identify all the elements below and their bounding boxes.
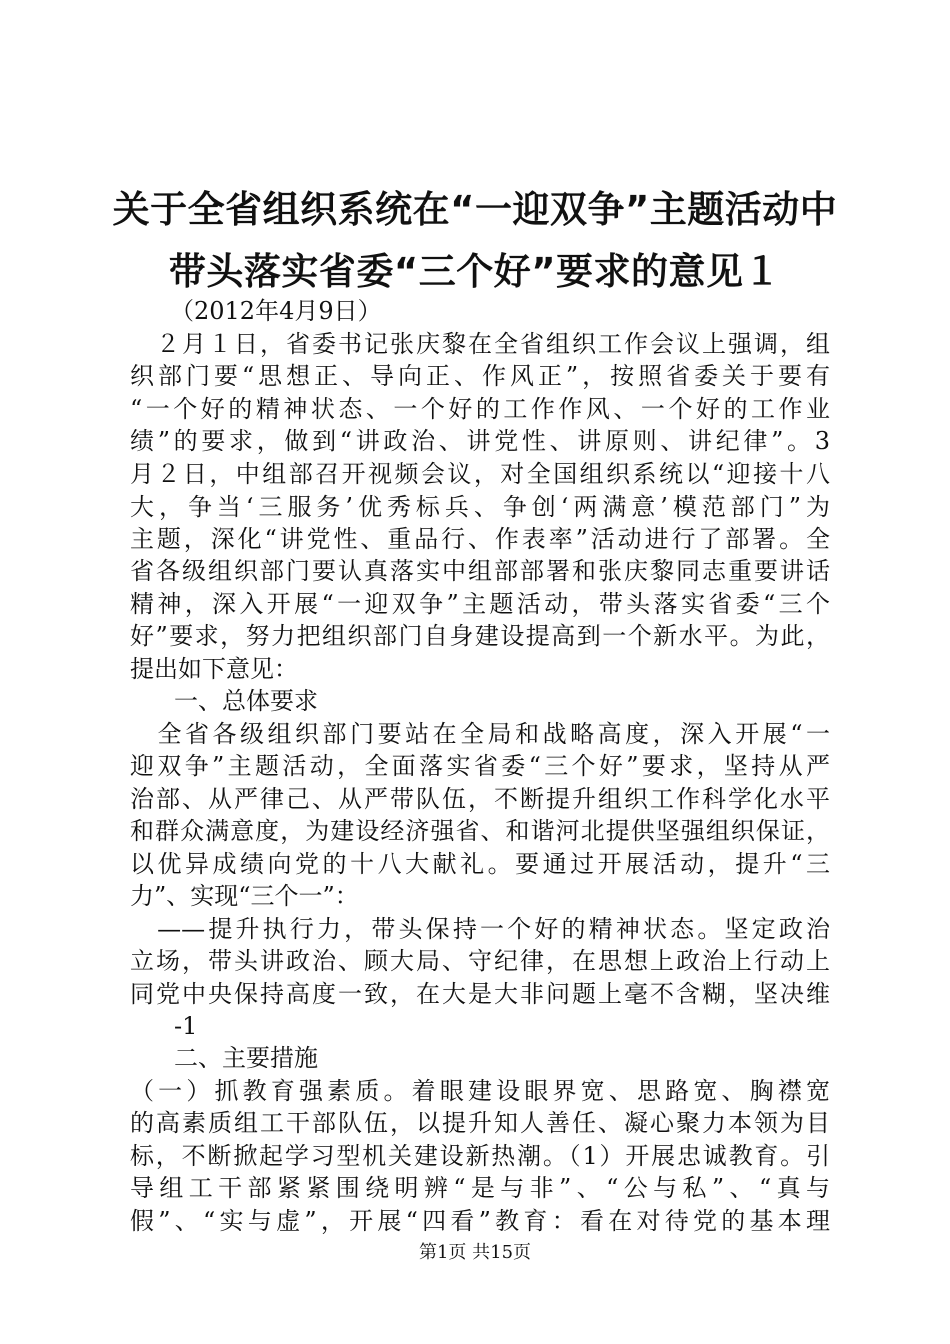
body-line: 全省各级组织部门要站在全局和战略高度，深入开展“一 xyxy=(130,720,830,748)
body-line: ２月１日，省委书记张庆黎在全省组织工作会议上强调，组 xyxy=(130,330,830,358)
body-line: 主题，深化“讲党性、重品行、作表率”活动进行了部署。全 xyxy=(130,525,830,553)
body-line: 同党中央保持高度一致，在大是大非问题上毫不含糊，坚决维 xyxy=(130,980,830,1008)
body-line: 绩”的要求，做到“讲政治、讲党性、讲原则、讲纪律”。3 xyxy=(130,427,830,455)
body-line: 力”、实现“三个一”： xyxy=(130,882,359,910)
body-line: 织部门要“思想正、导向正、作风正”，按照省委关于要有 xyxy=(130,362,830,390)
body-line: 立场，带头讲政治、顾大局、守纪律，在思想上政治上行动上 xyxy=(130,947,830,975)
body-line: 迎双争”主题活动，全面落实省委“三个好”要求，坚持从严 xyxy=(130,752,830,780)
body-line: 提出如下意见： xyxy=(130,655,298,683)
body-line: 大，争当‘三服务’优秀标兵、争创‘两满意’模范部门”为 xyxy=(130,493,830,521)
page-marker: -1 xyxy=(150,1012,198,1040)
body-line: “一个好的精神状态、一个好的工作作风、一个好的工作业 xyxy=(130,395,830,423)
body-line: 假”、“实与虚”，开展“四看”教育：看在对待党的基本理 xyxy=(130,1207,830,1235)
body-line: 和群众满意度，为建设经济强省、和谐河北提供坚强组织保证， xyxy=(130,817,830,845)
section-heading: 一、总体要求 xyxy=(150,687,318,715)
document-date: （2012年4月9日） xyxy=(170,297,382,325)
body-line: 导组工干部紧紧围绕明辨“是与非”、“公与私”、“真与 xyxy=(130,1174,830,1202)
body-line: 标，不断掀起学习型机关建设新热潮。（1）开展忠诚教育。引 xyxy=(130,1142,830,1170)
document-title-line-1: 关于全省组织系统在“一迎双争”主题活动中 xyxy=(112,188,838,231)
body-line: 省各级组织部门要认真落实中组部部署和张庆黎同志重要讲话 xyxy=(130,557,830,585)
section-heading: 二、主要措施 xyxy=(150,1044,318,1072)
body-line: （一）抓教育强素质。着眼建设眼界宽、思路宽、胸襟宽 xyxy=(130,1077,830,1105)
body-line: 治部、从严律己、从严带队伍，不断提升组织工作科学化水平 xyxy=(130,785,830,813)
document-title-line-2: 带头落实省委“三个好”要求的意见１ xyxy=(168,250,782,293)
body-line: 的高素质组工干部队伍，以提升知人善任、凝心聚力本领为目 xyxy=(130,1109,830,1137)
body-line: 好”要求，努力把组织部门自身建设提高到一个新水平。为此， xyxy=(130,622,830,650)
page-footer: 第1页 共15页 xyxy=(418,1242,532,1263)
body-line: 以优异成绩向党的十八大献礼。要通过开展活动，提升“三 xyxy=(130,850,830,878)
body-line: ——提升执行力，带头保持一个好的精神状态。坚定政治 xyxy=(130,915,830,943)
body-line: 精神，深入开展“一迎双争”主题活动，带头落实省委“三个 xyxy=(130,590,830,618)
body-line: 月２日，中组部召开视频会议，对全国组织系统以“迎接十八 xyxy=(130,460,830,488)
